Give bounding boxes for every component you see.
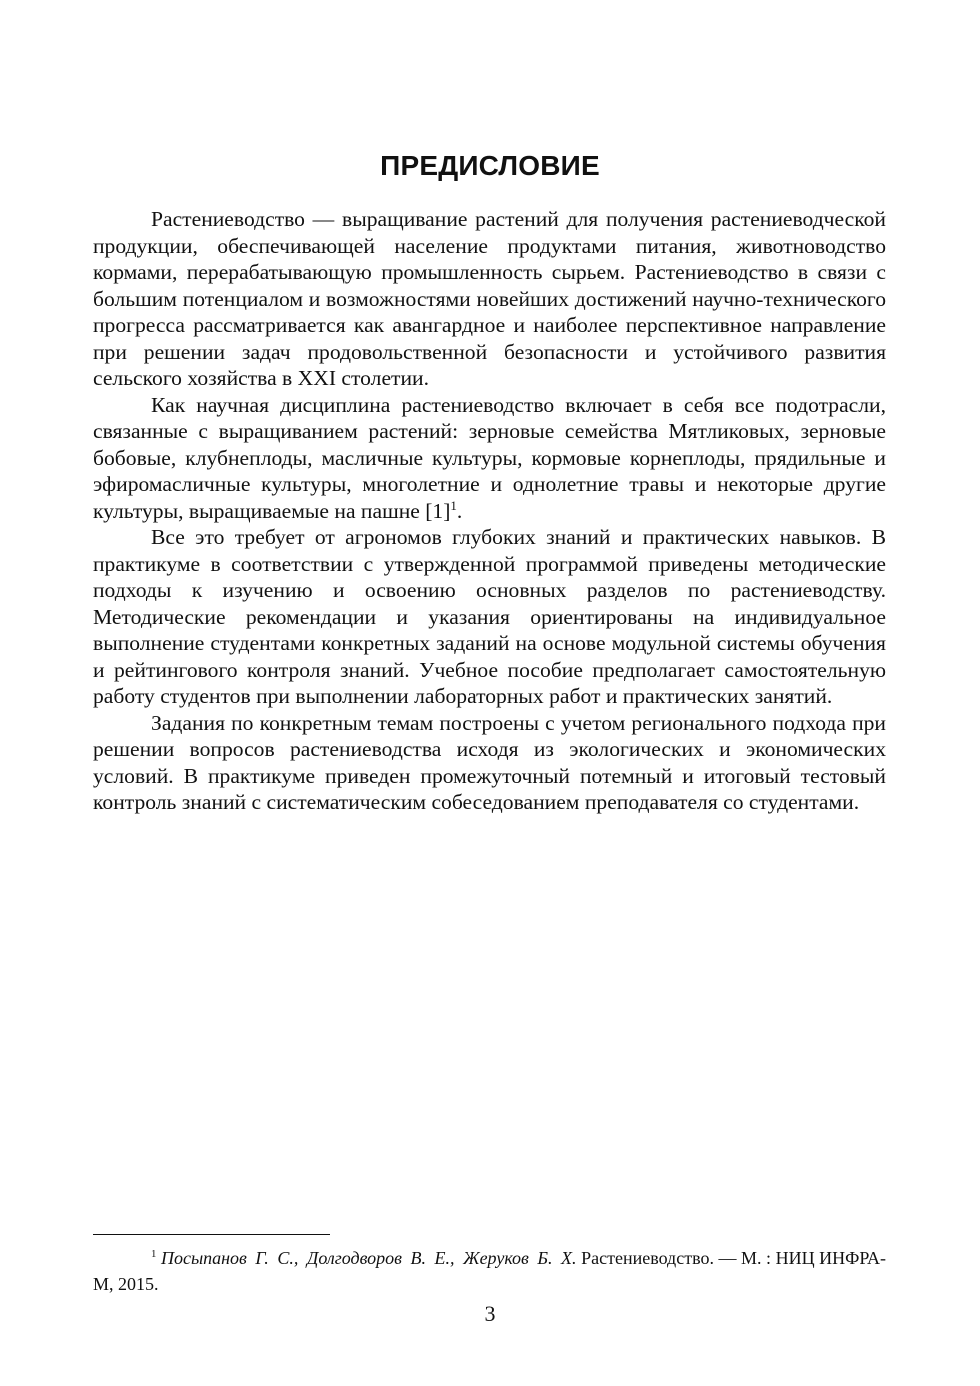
paragraph-4-text: Задания по конкретным темам построены с учетом регионального подхода при решении вопросов растениеводства исходя из экологических и экономических условий. В практикуме приведен промежуточный потемный и итоговый тестовый контроль знаний с систематическим собеседованием преподавателя со студентами. <box>93 710 886 814</box>
footnote-marker: 1 <box>151 1248 157 1260</box>
footnote-citation: Растениеводство. — М. : НИЦ ИНФРА-М, 2015. <box>93 1248 887 1294</box>
footnote-separator <box>93 1234 330 1235</box>
page-title: ПРЕДИСЛОВИЕ <box>380 150 600 181</box>
footnote <box>93 1245 886 1297</box>
paragraph-1 <box>93 206 886 392</box>
paragraph-2-tail: . <box>456 498 463 523</box>
page-number: 3 <box>484 1301 496 1326</box>
paragraph-2-text: Как научная дисциплина растениеводство включает в себя все подотрасли, связанные с выращиванием растений: зерновые семейства Мятликовых, зерновые бобовые, клубнеплоды, масличные культуры, кормовые корнеплоды, прядильные и эфиромасличные культуры, многолетние и однолетние травы и некоторые другие культуры, выращиваемые на пашне [1] <box>93 392 886 523</box>
body-text <box>93 206 886 816</box>
paragraph-1-text: Растениеводство — выращивание растений для получения растениеводческой продукции, обеспечивающей население продуктами питания, животноводство кормами, перерабатывающую промышленность сырьем. Растениеводство в связи с большим потенциалом и возможностями новейших достижений научно-технического прогресса рассматривается как авангардное и наиболее перспективное направление при решении задач продовольственной безопасности и устойчивого развития сельского хозяйства в XXI столетии. <box>93 207 886 390</box>
footnote-authors: Посыпанов Г. С., Долгодворов В. Е., Жеруков Б. Х. <box>160 1248 577 1268</box>
footnote-reference[interactable]: 1 <box>450 497 457 513</box>
paragraph-4 <box>93 710 886 816</box>
paragraph-2 <box>93 392 886 525</box>
paragraph-3-text: Все это требует от агрономов глубоких знаний и практических навыков. В практикуме в соответствии с утвержденной программой приведены методические подходы к изучению и освоению основных разделов по растениеводству. Методические рекомендации и указания ориентированы на индивидуальное выполнение студентами конкретных заданий на основе модульной системы обучения и рейтингового контроля знаний. Учебное пособие предполагает самостоятельную работу студентов при выполнении лабораторных работ и практических занятий. <box>93 525 886 708</box>
paragraph-3 <box>93 524 886 710</box>
